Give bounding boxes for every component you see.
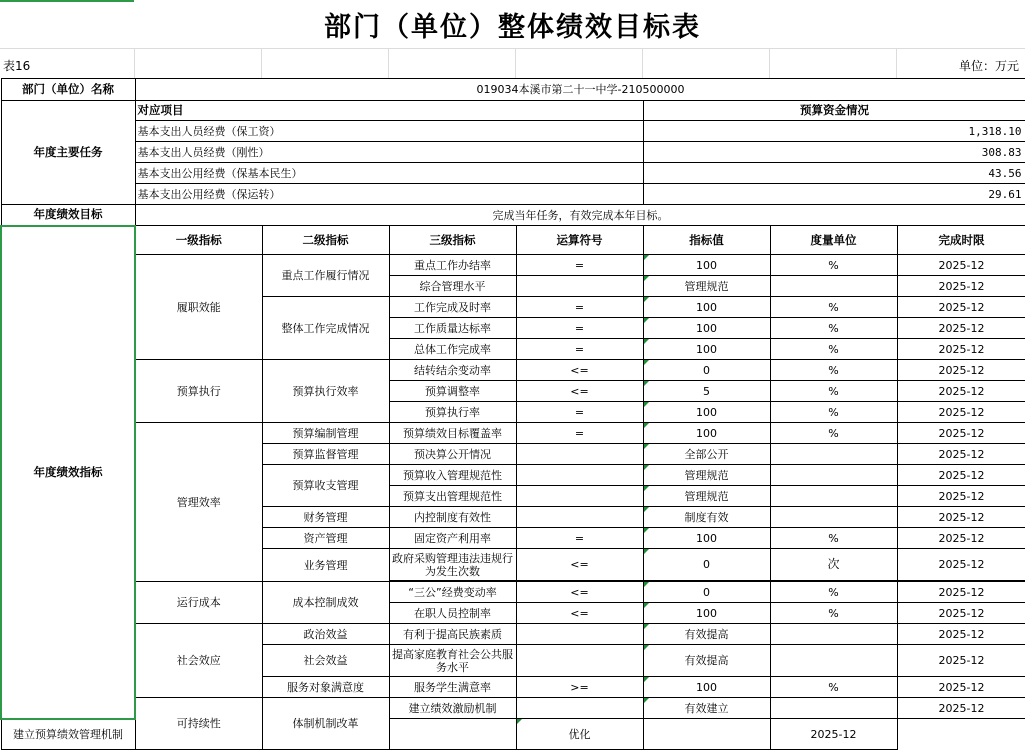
operator-cell[interactable]: >= <box>516 677 643 698</box>
level1-cell[interactable]: 履职效能 <box>135 255 262 360</box>
deadline-cell[interactable]: 2025-12 <box>897 677 1025 698</box>
header-unit: 度量单位 <box>770 226 897 255</box>
task-amount[interactable]: 29.61 <box>643 184 1025 205</box>
operator-cell[interactable] <box>516 624 643 645</box>
value-cell[interactable]: 有效提高 <box>643 645 770 677</box>
value-cell[interactable]: 有效提高 <box>643 624 770 645</box>
unit-cell[interactable]: % <box>770 297 897 318</box>
unit-cell[interactable]: % <box>770 402 897 423</box>
value-cell[interactable]: 全部公开 <box>643 444 770 465</box>
operator-cell[interactable]: = <box>516 297 643 318</box>
unit-cell[interactable]: % <box>770 255 897 276</box>
operator-cell[interactable]: = <box>516 423 643 444</box>
goal-value[interactable]: 完成当年任务，有效完成本年目标。 <box>135 205 1025 226</box>
task-amount[interactable]: 308.83 <box>643 142 1025 163</box>
task-item[interactable]: 基本支出人员经费（保工资） <box>135 121 643 142</box>
level3-cell[interactable]: 预决算公开情况 <box>389 444 516 465</box>
unit-cell[interactable]: 次 <box>770 549 897 581</box>
value-cell[interactable]: 100 <box>643 255 770 276</box>
operator-cell[interactable] <box>516 486 643 507</box>
level3-cell[interactable]: 建立绩效激励机制 <box>389 698 516 719</box>
deadline-cell[interactable]: 2025-12 <box>897 444 1025 465</box>
operator-cell[interactable]: = <box>516 318 643 339</box>
level2-cell[interactable]: 服务对象满意度 <box>262 677 389 698</box>
table-number: 表16 <box>3 59 31 73</box>
level3-cell[interactable]: 重点工作办结率 <box>389 255 516 276</box>
operator-cell[interactable]: = <box>516 528 643 549</box>
operator-cell[interactable]: = <box>516 402 643 423</box>
operator-cell[interactable]: = <box>516 339 643 360</box>
task-amount[interactable]: 1,318.10 <box>643 121 1025 142</box>
deadline-cell[interactable]: 2025-12 <box>897 645 1025 677</box>
level1-cell[interactable]: 社会效应 <box>135 624 262 698</box>
cell-selection-marker <box>0 0 134 3</box>
deadline-cell[interactable]: 2025-12 <box>897 528 1025 549</box>
value-cell[interactable]: 100 <box>643 318 770 339</box>
operator-cell[interactable]: <= <box>516 603 643 624</box>
unit-cell[interactable]: % <box>770 603 897 624</box>
value-cell[interactable]: 管理规范 <box>643 276 770 297</box>
deadline-cell[interactable]: 2025-12 <box>897 297 1025 318</box>
value-cell[interactable]: 管理规范 <box>643 486 770 507</box>
dept-value[interactable]: 019034本溪市第二十一中学-210500000 <box>135 79 1025 101</box>
deadline-cell[interactable]: 2025-12 <box>897 381 1025 402</box>
unit-cell[interactable]: % <box>770 677 897 698</box>
task-item[interactable]: 基本支出人员经费（刚性） <box>135 142 643 163</box>
unit-cell[interactable] <box>770 465 897 486</box>
deadline-cell[interactable]: 2025-12 <box>897 486 1025 507</box>
level2-cell[interactable]: 成本控制成效 <box>262 582 389 624</box>
value-cell[interactable]: 管理规范 <box>643 465 770 486</box>
deadline-cell[interactable]: 2025-12 <box>897 402 1025 423</box>
operator-cell[interactable] <box>389 719 516 750</box>
goal-label: 年度绩效目标 <box>1 205 135 226</box>
level3-cell[interactable]: 内控制度有效性 <box>389 507 516 528</box>
level3-cell[interactable]: 总体工作完成率 <box>389 339 516 360</box>
unit-cell[interactable]: % <box>770 381 897 402</box>
level1-cell[interactable]: 运行成本 <box>135 582 262 624</box>
unit-cell[interactable]: % <box>770 423 897 444</box>
level2-cell[interactable]: 重点工作履行情况 <box>262 255 389 297</box>
value-cell[interactable]: 100 <box>643 528 770 549</box>
gridline <box>642 49 643 79</box>
level3-cell[interactable]: “三公”经费变动率 <box>389 582 516 603</box>
level3-cell[interactable]: 服务学生满意率 <box>389 677 516 698</box>
operator-cell[interactable]: <= <box>516 549 643 581</box>
deadline-cell[interactable]: 2025-12 <box>897 255 1025 276</box>
gridline <box>769 49 770 79</box>
level2-cell[interactable]: 社会效益 <box>262 645 389 677</box>
deadline-cell[interactable]: 2025-12 <box>897 423 1025 444</box>
unit-cell[interactable]: % <box>770 582 897 603</box>
deadline-cell[interactable]: 2025-12 <box>897 549 1025 581</box>
spreadsheet-gridline-row <box>0 48 1025 79</box>
tasks-header-amount: 预算资金情况 <box>643 101 1025 121</box>
operator-cell[interactable] <box>516 698 643 719</box>
value-cell[interactable]: 100 <box>643 339 770 360</box>
dept-label: 部门（单位）名称 <box>1 79 135 101</box>
unit-cell[interactable]: % <box>770 360 897 381</box>
level2-cell[interactable]: 财务管理 <box>262 507 389 528</box>
deadline-cell[interactable]: 2025-12 <box>897 507 1025 528</box>
operator-cell[interactable]: <= <box>516 381 643 402</box>
level2-cell[interactable]: 整体工作完成情况 <box>262 297 389 360</box>
unit-cell[interactable] <box>770 624 897 645</box>
level2-cell[interactable]: 资产管理 <box>262 528 389 549</box>
level3-cell[interactable]: 预算绩效目标覆盖率 <box>389 423 516 444</box>
gridline <box>388 49 389 79</box>
unit-cell[interactable] <box>643 719 770 750</box>
level3-cell[interactable]: 综合管理水平 <box>389 276 516 297</box>
level3-cell[interactable]: 预算执行率 <box>389 402 516 423</box>
unit-cell[interactable]: % <box>770 318 897 339</box>
level1-cell[interactable]: 可持续性 <box>135 698 262 750</box>
header-deadline: 完成时限 <box>897 226 1025 255</box>
header-value: 指标值 <box>643 226 770 255</box>
deadline-cell[interactable]: 2025-12 <box>897 318 1025 339</box>
unit-cell[interactable]: % <box>770 339 897 360</box>
deadline-cell[interactable]: 2025-12 <box>897 624 1025 645</box>
level3-cell[interactable]: 工作质量达标率 <box>389 318 516 339</box>
level3-cell[interactable]: 预算调整率 <box>389 381 516 402</box>
level3-cell[interactable]: 提高家庭教育社会公共服务水平 <box>389 645 516 677</box>
value-cell[interactable]: 100 <box>643 402 770 423</box>
unit-cell[interactable] <box>770 698 897 719</box>
level2-cell[interactable]: 预算收支管理 <box>262 465 389 507</box>
performance-table <box>0 78 1025 750</box>
value-cell[interactable]: 0 <box>643 582 770 603</box>
value-cell[interactable]: 100 <box>643 603 770 624</box>
gridline <box>896 49 897 79</box>
level3-cell[interactable]: 政府采购管理违法违规行为发生次数 <box>389 549 516 581</box>
value-cell[interactable]: 0 <box>643 360 770 381</box>
header-level2: 二级指标 <box>262 226 389 255</box>
value-cell[interactable]: 制度有效 <box>643 507 770 528</box>
operator-cell[interactable]: <= <box>516 582 643 603</box>
level3-cell[interactable]: 固定资产利用率 <box>389 528 516 549</box>
level3-cell[interactable]: 有利于提高民族素质 <box>389 624 516 645</box>
value-cell[interactable]: 有效建立 <box>643 698 770 719</box>
header-level1: 一级指标 <box>135 226 262 255</box>
value-cell[interactable]: 5 <box>643 381 770 402</box>
operator-cell[interactable] <box>516 465 643 486</box>
level3-cell[interactable]: 预算收入管理规范性 <box>389 465 516 486</box>
value-cell[interactable]: 100 <box>643 677 770 698</box>
level3-cell[interactable]: 建立预算绩效管理机制 <box>1 719 135 750</box>
level1-cell[interactable]: 预算执行 <box>135 360 262 423</box>
operator-cell[interactable]: <= <box>516 360 643 381</box>
value-cell[interactable]: 0 <box>643 549 770 581</box>
unit-cell[interactable] <box>770 276 897 297</box>
operator-cell[interactable] <box>516 645 643 677</box>
value-cell[interactable]: 100 <box>643 297 770 318</box>
unit-cell[interactable] <box>770 486 897 507</box>
level2-cell[interactable]: 预算执行效率 <box>262 360 389 423</box>
level2-cell[interactable]: 体制机制改革 <box>262 698 389 750</box>
unit-cell[interactable] <box>770 507 897 528</box>
header-level3: 三级指标 <box>389 226 516 255</box>
level2-cell[interactable]: 预算监督管理 <box>262 444 389 465</box>
unit-cell[interactable]: % <box>770 528 897 549</box>
level3-cell[interactable]: 工作完成及时率 <box>389 297 516 318</box>
gridline <box>261 49 262 79</box>
deadline-cell[interactable]: 2025-12 <box>770 719 897 750</box>
level2-cell[interactable]: 业务管理 <box>262 549 389 582</box>
value-cell[interactable]: 100 <box>643 423 770 444</box>
deadline-cell[interactable]: 2025-12 <box>897 276 1025 297</box>
unit-label: 单位：万元 <box>958 59 1019 73</box>
value-cell[interactable]: 优化 <box>516 719 643 750</box>
deadline-cell[interactable]: 2025-12 <box>897 360 1025 381</box>
task-item[interactable]: 基本支出公用经费（保运转） <box>135 184 643 205</box>
deadline-cell[interactable]: 2025-12 <box>897 582 1025 603</box>
operator-cell[interactable] <box>516 276 643 297</box>
operator-cell[interactable] <box>516 444 643 465</box>
deadline-cell[interactable]: 2025-12 <box>897 465 1025 486</box>
level3-cell[interactable]: 结转结余变动率 <box>389 360 516 381</box>
header-operator: 运算符号 <box>516 226 643 255</box>
level2-cell[interactable]: 政治效益 <box>262 624 389 645</box>
level1-cell[interactable]: 管理效率 <box>135 423 262 582</box>
level3-cell[interactable]: 预算支出管理规范性 <box>389 486 516 507</box>
deadline-cell[interactable]: 2025-12 <box>897 698 1025 719</box>
level3-cell[interactable]: 在职人员控制率 <box>389 603 516 624</box>
tasks-label: 年度主要任务 <box>1 101 135 205</box>
operator-cell[interactable] <box>516 507 643 528</box>
page-title: 部门（单位）整体绩效目标表 <box>324 11 701 43</box>
gridline <box>515 49 516 79</box>
unit-cell[interactable] <box>770 645 897 677</box>
deadline-cell[interactable]: 2025-12 <box>897 603 1025 624</box>
task-item[interactable]: 基本支出公用经费（保基本民生） <box>135 163 643 184</box>
tasks-header-item: 对应项目 <box>135 101 643 121</box>
deadline-cell[interactable]: 2025-12 <box>897 339 1025 360</box>
gridline <box>134 49 135 79</box>
indicators-label[interactable]: 年度绩效指标 <box>1 226 135 719</box>
task-amount[interactable]: 43.56 <box>643 163 1025 184</box>
unit-cell[interactable] <box>770 444 897 465</box>
operator-cell[interactable]: = <box>516 255 643 276</box>
level2-cell[interactable]: 预算编制管理 <box>262 423 389 444</box>
